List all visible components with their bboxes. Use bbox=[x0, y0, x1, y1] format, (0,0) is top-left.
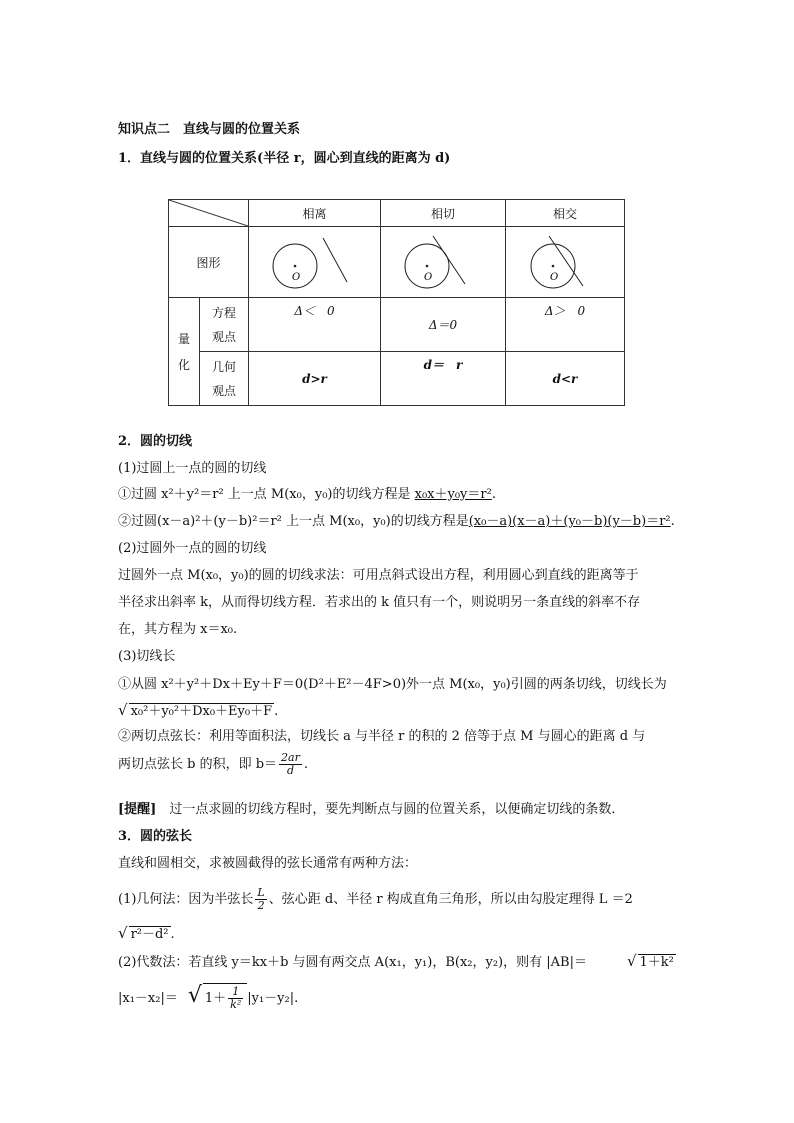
method2-line2-suffix: |y₁－y₂|. bbox=[247, 991, 299, 1006]
method1-suffix: 、弦心距 d、半径 r 构成直角三角形，所以由勾股定理得 L ＝2 bbox=[268, 892, 633, 907]
geometric-label-2: 观点 bbox=[211, 383, 236, 398]
eq-intersect: Δ＞ 0 bbox=[506, 298, 625, 352]
quantify-label-1: 量 bbox=[177, 331, 190, 346]
chord-method2-line1: (2)代数法：若直线 y＝kx＋b 与圆有两交点 A(x₁，y₁)，B(x₂，y₂)，则有 |AB|＝ √ 1＋k² bbox=[118, 952, 674, 970]
method2-line2-text: |x₁－x₂|＝ bbox=[118, 991, 178, 1006]
tip-label: [提醒] bbox=[118, 802, 157, 817]
tangent-length-formula: √ x₀²＋y₀²＋Dx₀＋Ey₀＋F . bbox=[118, 701, 279, 719]
outer-point-line3: 在，其方程为 x＝x₀. bbox=[118, 622, 238, 637]
outer-point-line1: 过圆外一点 M(x₀，y₀)的圆的切线求法：可用点斜式设出方程，利用圆心到直线的距离等于 bbox=[118, 568, 639, 583]
header-tangent: 相切 bbox=[381, 200, 506, 227]
quantify-label-2: 化 bbox=[177, 357, 190, 372]
geo-tangent: d＝ r bbox=[381, 352, 506, 406]
row-graph-label: 图形 bbox=[169, 227, 249, 298]
center-label: O bbox=[424, 272, 433, 283]
geo-intersect: d<r bbox=[506, 352, 625, 406]
center-label: O bbox=[291, 272, 300, 283]
graph-intersect bbox=[506, 227, 625, 298]
method2-sqrt1: 1＋k² bbox=[639, 955, 674, 970]
equation-label-2: 观点 bbox=[211, 329, 236, 344]
case1-text: ①过圆 x²＋y²＝r² 上一点 M(x₀，y₀)的切线方程是 bbox=[118, 487, 415, 502]
case1-answer: x₀x＋y₀y＝r² bbox=[414, 487, 492, 502]
circle-tangent-figure bbox=[393, 232, 493, 292]
tangent-heading: 2．圆的切线 bbox=[118, 434, 193, 449]
center-label: O bbox=[550, 272, 559, 283]
equation-label-1: 方程 bbox=[211, 305, 236, 320]
chord-of-contact-line2: 两切点弦长 b 的积，即 b＝ $\frac{2ar}{d}$ . bbox=[118, 751, 309, 777]
half-chord-fraction: $\frac{L}{2}$ bbox=[257, 886, 265, 912]
tangent-case2: ②过圆(x－a)²＋(y－b)²＝r² 上一点 M(x₀，y₀)的切线方程是(x₀－a)(x－a)＋(y₀－b)(y－b)＝r². bbox=[118, 514, 675, 529]
header-intersect: 相交 bbox=[506, 200, 625, 227]
tangent-length-sqrt: x₀²＋y₀²＋Dx₀＋Ey₀＋F bbox=[130, 704, 273, 719]
tangent-sub3: (3)切线长 bbox=[118, 649, 176, 664]
tangent-length-line1: ①从圆 x²＋y²＋Dx＋Ey＋F＝0(D²＋E²－4F>0)外一点 M(x₀，y₀)引圆的两条切线，切线长为 bbox=[118, 677, 667, 692]
circle-separate-figure bbox=[265, 232, 365, 292]
chord-intro: 直线和圆相交，求被圆截得的弦长通常有两种方法： bbox=[118, 856, 418, 871]
quantify-label bbox=[169, 298, 200, 406]
chord-of-contact-line1: ②两切点弦长：利用等面积法，切线长 a 与半径 r 的积的 2 倍等于点 M 与圆心的距离 d 与 bbox=[118, 729, 646, 744]
graph-tangent bbox=[381, 227, 506, 298]
case2-answer: (x₀－a)(x－a)＋(y₀－b)(y－b)＝r² bbox=[468, 514, 671, 529]
chord-contact-fraction: $\frac{2ar}{d}$ bbox=[281, 751, 300, 777]
geometric-view-label bbox=[200, 352, 249, 406]
geo-separate: d>r bbox=[249, 352, 381, 406]
corner-diagonal bbox=[169, 200, 248, 226]
case2-text: ②过圆(x－a)²＋(y－b)²＝r² 上一点 M(x₀，y₀)的切线方程是 bbox=[118, 514, 469, 529]
tangent-case1: ①过圆 x²＋y²＝r² 上一点 M(x₀，y₀)的切线方程是 x₀x＋y₀y＝r². bbox=[118, 487, 496, 502]
item1-heading: 1．直线与圆的位置关系(半径 r，圆心到直线的距离为 d) bbox=[118, 151, 451, 166]
position-relation-table bbox=[168, 199, 625, 406]
tip-line bbox=[118, 802, 624, 818]
tangent-sub2: (2)过圆外一点的圆的切线 bbox=[118, 541, 267, 556]
chord-method1-formula: √ r²－d² . bbox=[118, 924, 175, 942]
tip-text: 过一点求圆的切线方程时，要先判断点与圆的位置关系，以便确定切线的条数． bbox=[156, 802, 625, 817]
circle-intersect-figure bbox=[515, 232, 615, 292]
chord-method2-line2: |x₁－x₂|＝ √ 1＋ $\frac{1}{\text{k²}}$ |y₁－y₂|. bbox=[118, 983, 299, 1011]
header-separate: 相离 bbox=[249, 200, 381, 227]
table-corner-cell bbox=[169, 200, 249, 227]
eq-tangent: Δ＝0 bbox=[381, 298, 506, 352]
section-title: 知识点二 直线与圆的位置关系 bbox=[118, 122, 301, 137]
chord-heading: 3．圆的弦长 bbox=[118, 829, 193, 844]
chord-contact-text: 两切点弦长 b 的积，即 b＝ bbox=[118, 757, 278, 772]
method2-sqrt2: 1＋ $\frac{1}{\text{k²}}$ bbox=[203, 983, 247, 1011]
tangent-sub1: (1)过圆上一点的圆的切线 bbox=[118, 461, 267, 476]
method2-text: (2)代数法：若直线 y＝kx＋b 与圆有两交点 A(x₁，y₁)，B(x₂，y₂)，则有 |AB|＝ bbox=[118, 955, 587, 970]
graph-separate bbox=[249, 227, 381, 298]
geometric-label-1: 几何 bbox=[211, 359, 236, 374]
chord-method1 bbox=[118, 887, 633, 912]
method1-text: (1)几何法：因为半弦长 bbox=[118, 892, 254, 907]
inverse-k-fraction: $\frac{1}{\text{k²}}$ bbox=[230, 985, 242, 1011]
equation-view-label bbox=[200, 298, 249, 352]
method1-sqrt: r²－d² bbox=[130, 927, 169, 942]
outer-point-line2: 半径求出斜率 k，从而得切线方程．若求出的 k 值只有一个，则说明另一条直线的斜率不存 bbox=[118, 595, 641, 610]
eq-separate: Δ＜ 0 bbox=[249, 298, 381, 352]
